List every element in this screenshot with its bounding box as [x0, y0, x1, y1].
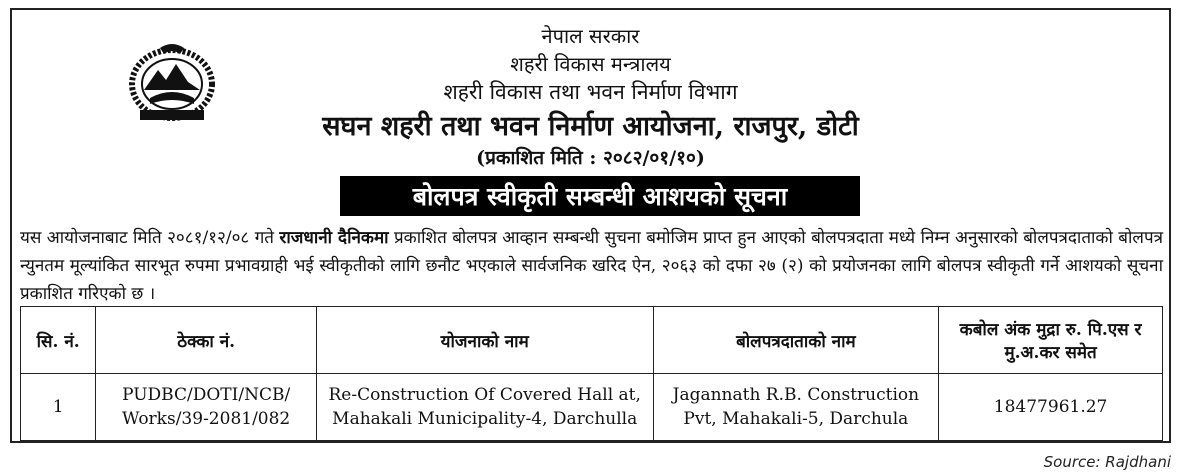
cell-sn: 1: [21, 374, 96, 441]
cell-bid-amount: 18477961.27: [939, 374, 1163, 441]
header-department: शहरी विकास तथा भवन निर्माण विभाग: [443, 80, 738, 104]
cell-project-name: Re-Construction Of Covered Hall at, Mahakali Municipality-4, Darchulla: [316, 374, 653, 441]
header-bidder-name: बोलपत्रदाताको नाम: [653, 307, 939, 374]
newspaper-name: राजधानी दैनिकमा: [279, 228, 389, 248]
body-text-part2: प्रकाशित बोलपत्र आव्हान सम्बन्धी सुचना बमोजिम प्राप्त हुन आएको बोलपत्रदाता मध्ये निम्न अनुसारको बोलपत्रदाताको बोलपत्र न्युनतम मूल्यांकित सारभूत रुपमा प्रभावग्राही भई स्वीकृतीको लागि छनौट भएकाले सार्वजनिक खरिद ऐन, २०६३ को दफा २७ (२) को प्रयोजनका लागि बोलपत्र स्वीकृती गर्ने आशयको सूचना प्रकाशित गरिएको छ ।: [20, 228, 1163, 304]
notice-frame: [10, 8, 1171, 443]
published-date: (प्रकाशित मिति : २०८२/०१/१०): [476, 147, 705, 169]
notice-body: [20, 224, 1163, 308]
table-row: [21, 374, 1163, 441]
header-contract-no: ठेक्का नं.: [96, 307, 316, 374]
award-table: [20, 306, 1163, 441]
header-government: नेपाल सरकार: [541, 24, 640, 48]
header-project-name: योजनाको नाम: [316, 307, 653, 374]
cell-bidder-name: Jagannath R.B. Construction Pvt, Mahakali-5, Darchula: [653, 374, 939, 441]
table-header-row: [21, 307, 1163, 374]
body-text-part1: यस आयोजनाबाट मिति २०८१/१२/०८ गते: [20, 228, 280, 248]
header-project-office: सघन शहरी तथा भवन निर्माण आयोजना, राजपुर, डोटी: [322, 111, 859, 142]
header-ministry: शहरी विकास मन्त्रालय: [510, 52, 671, 76]
header-bid-amount: कबोल अंक मुद्रा रु. पि.एस र मु.अ.कर समेत: [939, 307, 1163, 374]
source-credit: Source: Rajdhani: [1043, 453, 1171, 471]
notice-title: बोलपत्र स्वीकृती सम्बन्धी आशयको सूचना: [340, 176, 860, 216]
cell-contract-no: PUDBC/DOTI/NCB/ Works/39-2081/082: [96, 374, 316, 441]
header-sn: सि. नं.: [21, 307, 96, 374]
